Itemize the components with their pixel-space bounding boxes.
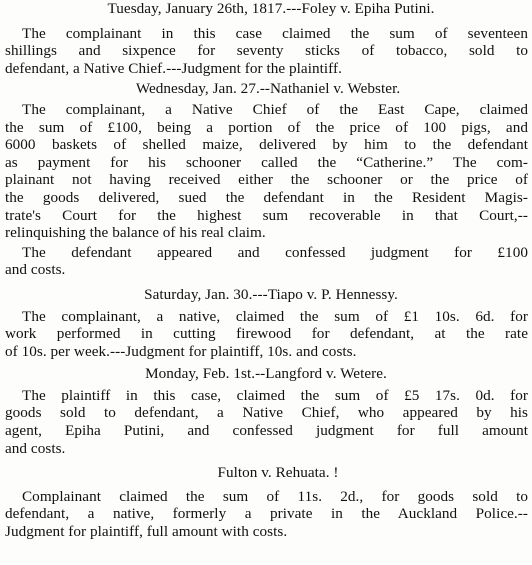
- case-heading: Tuesday, January 26th, 1817.---Foley v. Epiha Putini.: [107, 0, 435, 17]
- paragraph-line: defendant, a native, formerly a private in the Auckland Police.--: [5, 505, 528, 523]
- paragraph-line: agent, Epiha Putini, and confessed judgment for full amount: [5, 422, 528, 440]
- case-heading: Fulton v. Rehuata. !: [217, 464, 339, 482]
- paragraph-line: trate's Court for the highest sum recoverable in that Court,--: [5, 206, 528, 224]
- case-nathaniel-v-webster: [0, 80, 532, 279]
- case-langford-v-wetere: [0, 365, 532, 457]
- paragraph-line: the sum of £100, being a portion of the price of 100 pigs, and: [5, 118, 528, 136]
- case-heading: Wednesday, Jan. 27.--Nathaniel v. Webster.: [135, 80, 401, 98]
- paragraph-line: relinquishing the balance of his real claim.: [5, 224, 266, 242]
- paragraph-line: and costs.: [5, 261, 66, 279]
- paragraph-line: defendant, a Native Chief.---Judgment for the plaintiff.: [5, 59, 342, 77]
- paragraph-line: The complainant, a native, claimed the sum of £1 10s. 6d. for: [22, 307, 528, 325]
- case-paragraph: [0, 25, 532, 78]
- case-paragraph: [0, 101, 532, 242]
- paragraph-line: shillings and sixpence for seventy sticks of tobacco, sold to: [5, 42, 528, 60]
- paragraph-line: Complainant claimed the sum of 11s. 2d., for goods sold to: [22, 487, 528, 505]
- paragraph-line: goods sold to defendant, a Native Chief, who appeared by his: [5, 404, 528, 422]
- case-heading: Saturday, Jan. 30.---Tiapo v. P. Hennessy.: [144, 285, 398, 303]
- paragraph-line: and costs.: [5, 439, 66, 457]
- paragraph-line: The complainant in this case claimed the sum of seventeen: [22, 24, 528, 42]
- case-paragraph: [0, 308, 532, 361]
- paragraph-line: Judgment for plaintiff, full amount with costs.: [5, 523, 288, 541]
- paragraph-line: plainant not having received either the schooner or the price of: [5, 171, 528, 189]
- paragraph-line: The plaintiff in this case, claimed the sum of £5 17s. 0d. for: [22, 386, 528, 404]
- paragraph-line: the goods delivered, sued the defendant in the Resident Magis-: [5, 188, 528, 206]
- case-tiapo-v-hennessy: [0, 286, 532, 360]
- paragraph-line: The defendant appeared and confessed judgment for £100: [22, 243, 528, 261]
- paragraph-line: of 10s. per week.---Judgment for plaintiff, 10s. and costs.: [5, 342, 357, 360]
- paragraph-line: The complainant, a Native Chief of the East Cape, claimed: [22, 100, 528, 118]
- case-fulton-v-rehuata: [0, 464, 532, 540]
- case-paragraph: [0, 387, 532, 457]
- case-heading: Monday, Feb. 1st.--Langford v. Wetere.: [145, 365, 387, 383]
- case-foley-v-putini: [0, 0, 532, 77]
- paragraph-line: 6000 baskets of shelled maize, delivered by him to the defendant: [5, 136, 528, 154]
- paragraph-line: work performed in cutting firewood for defendant, at the rate: [5, 325, 528, 343]
- case-paragraph: [0, 244, 532, 279]
- paragraph-line: as payment for his schooner called the “Catherine.” The com-: [5, 153, 528, 171]
- case-paragraph: [0, 488, 532, 541]
